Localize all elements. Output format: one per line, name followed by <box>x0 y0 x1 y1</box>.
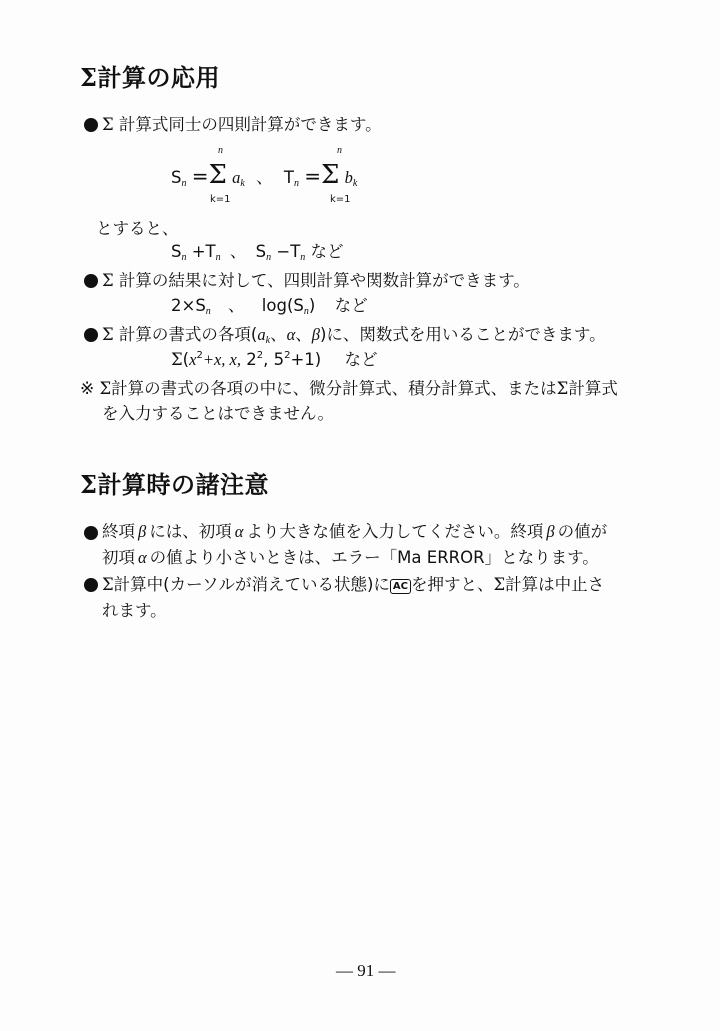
page-number: — 91 — <box>336 961 396 980</box>
sigma-symbol: Σ <box>320 160 340 190</box>
equals-sign: = <box>304 164 321 188</box>
lower-limit: k=1 <box>330 194 351 205</box>
formula-line <box>171 162 357 191</box>
t-term: T <box>283 168 294 187</box>
alpha-symbol: α <box>234 522 244 541</box>
subscript: n <box>205 306 211 317</box>
x-term: x <box>189 350 197 369</box>
example-expression <box>171 350 377 373</box>
note-text: 計算式 <box>568 379 618 398</box>
a-term: a <box>232 168 241 187</box>
subscript: n <box>293 178 299 189</box>
sigma-symbol: Σ <box>102 115 114 134</box>
item-text: には、初項 <box>149 522 232 541</box>
subscript: n <box>266 252 272 263</box>
separator: 、 <box>256 168 273 187</box>
a-term: a <box>257 325 266 344</box>
lower-limit: k=1 <box>210 194 231 205</box>
five-term: , 5 <box>263 350 285 369</box>
nado-text: など <box>334 296 368 315</box>
bullet-icon <box>84 526 98 540</box>
separator: 、 <box>270 325 287 344</box>
subscript: n <box>181 178 187 189</box>
subscript: k <box>240 178 245 189</box>
plus-x-term: +x, x, <box>202 350 241 369</box>
subscript: n <box>300 252 306 263</box>
tosuruto-text: とすると、 <box>96 219 179 238</box>
beta-symbol: β <box>311 325 320 344</box>
sigma-symbol: Σ <box>102 271 114 290</box>
sigma-symbol: Σ <box>208 160 227 190</box>
section2-item1-line1 <box>102 522 607 542</box>
separator: 、 <box>295 325 312 344</box>
alpha-symbol: α <box>138 548 147 567</box>
sigma-symbol: Σ <box>556 379 569 398</box>
item-text: 計算の書式の各項( <box>118 325 258 344</box>
bullet-icon <box>84 578 98 592</box>
item-text: 初項 <box>102 548 135 567</box>
sigma-symbol: Σ <box>171 350 183 369</box>
section1-heading <box>80 58 220 93</box>
nado-text: など <box>344 350 378 369</box>
subscript: n <box>215 252 221 263</box>
sigma-symbol: Σ <box>80 470 98 499</box>
sigma-symbol: Σ <box>80 63 98 92</box>
item-text: の値が <box>557 522 608 541</box>
alpha-symbol: α <box>286 325 296 344</box>
equals-sign: = <box>191 164 209 188</box>
subscript: n <box>303 306 309 317</box>
superscript: 2 <box>256 350 264 361</box>
open-paren: ( <box>182 350 190 369</box>
item-text: 計算式同士の四則計算ができます。 <box>118 115 382 134</box>
section1-note <box>80 379 618 399</box>
upper-limit: n <box>218 145 223 156</box>
section2-item2-line2: れます。 <box>102 601 167 620</box>
beta-symbol: β <box>546 522 555 541</box>
superscript: 2 <box>196 350 203 361</box>
s-term: S <box>255 242 267 261</box>
minus-t-term: −T <box>276 242 301 261</box>
item-text: 終項 <box>102 522 135 541</box>
sigma-symbol: Σ <box>99 379 112 398</box>
subscript: k <box>265 335 271 346</box>
s-term: S <box>171 168 182 187</box>
item-text: を押すと、 <box>410 575 494 594</box>
close-paren: ) <box>308 296 316 315</box>
item-text: 計算中(カーソルが消えている状態)に <box>113 575 390 594</box>
subscript: k <box>352 178 358 189</box>
times-term: 2×S <box>171 296 206 315</box>
section2-heading <box>80 465 269 500</box>
log-term: log(S <box>261 296 304 315</box>
superscript: 2 <box>284 350 291 361</box>
section1-item3 <box>102 325 606 348</box>
example-sum-difference <box>171 242 344 265</box>
section1-note-line2: を入力することはできません。 <box>102 404 334 423</box>
item-text: の値より小さいときは、エラー「Ma ERROR」となります。 <box>149 548 599 567</box>
separator: 、 <box>228 296 245 315</box>
b-term: b <box>344 168 353 187</box>
s-term: S <box>171 242 182 261</box>
sigma-symbol: Σ <box>102 325 114 344</box>
item-text: 計算は中止さ <box>505 575 605 594</box>
example-functions <box>171 296 368 319</box>
bullet-icon <box>84 118 98 132</box>
bullet-icon <box>84 274 98 288</box>
rest-term: +1) <box>290 350 322 369</box>
section2-item1-line2 <box>102 548 599 568</box>
separator: 、 <box>229 242 247 261</box>
reference-mark: ※ <box>80 379 95 399</box>
upper-limit: n <box>337 145 342 156</box>
section2-title: 計算時の諸注意 <box>97 471 269 499</box>
note-text: 計算の書式の各項の中に、微分計算式、積分計算式、または <box>111 379 557 398</box>
bullet-icon <box>84 328 98 342</box>
section2-item2-line1 <box>102 575 604 595</box>
sigma-symbol: Σ <box>102 575 114 594</box>
section1-item1 <box>102 115 382 135</box>
section1-item2 <box>102 271 530 291</box>
sigma-symbol: Σ <box>493 575 506 594</box>
item-text: より大きな値を入力してください。終項 <box>246 522 544 541</box>
subscript: n <box>181 252 187 263</box>
item-text: )に、関数式を用いることができます。 <box>319 325 606 344</box>
two-term: 2 <box>240 350 257 369</box>
item-text: 計算の結果に対して、四則計算や関数計算ができます。 <box>118 271 530 290</box>
plus-t-term: +T <box>191 242 216 261</box>
ac-key-icon: AC <box>390 579 411 594</box>
beta-symbol: β <box>138 522 147 541</box>
nado-text: など <box>310 242 344 261</box>
section1-title: 計算の応用 <box>97 64 220 92</box>
